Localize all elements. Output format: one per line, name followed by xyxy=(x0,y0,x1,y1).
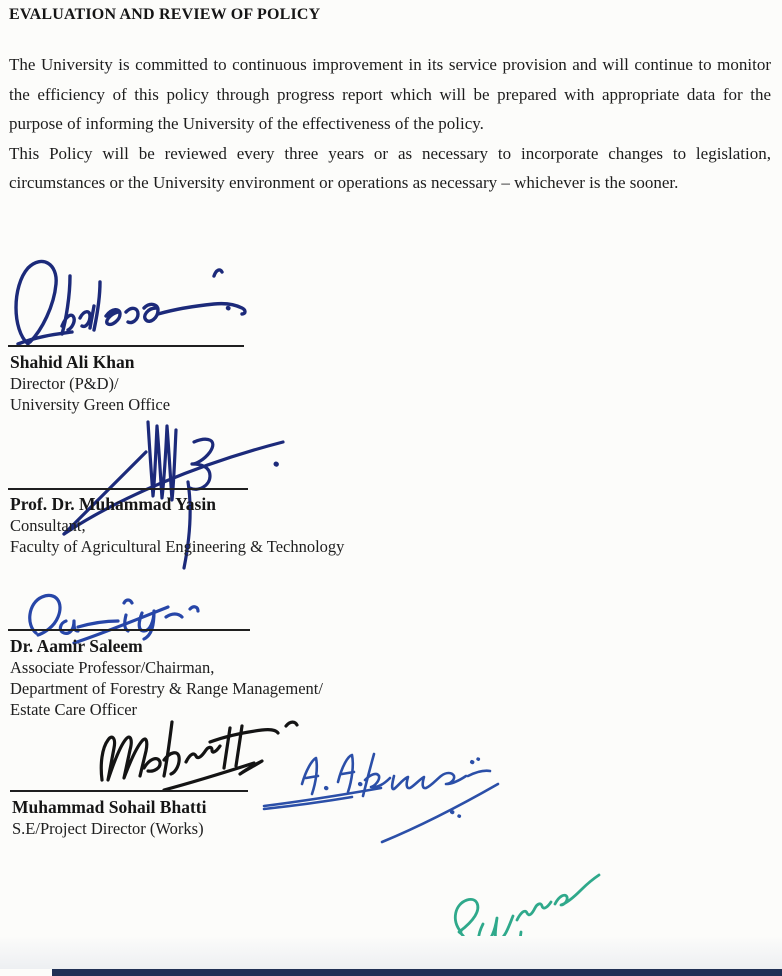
signatory-name: Prof. Dr. Muhammad Yasin xyxy=(10,494,216,514)
signatory-title: S.E/Project Director (Works) xyxy=(12,819,204,838)
signatory-title: Department of Forestry & Range Management/ xyxy=(10,679,323,698)
signatory-name: Muhammad Sohail Bhatti xyxy=(12,797,207,817)
signature-shahid-ali-khan-icon xyxy=(8,256,258,350)
signatory-title: Estate Care Officer xyxy=(10,700,138,719)
signatory-name: Shahid Ali Khan xyxy=(10,352,135,372)
signatory-title: Director (P&D)/ xyxy=(10,374,119,393)
signatory-block-1 xyxy=(10,351,170,415)
signatory-name: Dr. Aamir Saleem xyxy=(10,636,143,656)
signature-rule xyxy=(10,790,248,792)
signatory-title: University Green Office xyxy=(10,395,171,414)
page-edge-shadow xyxy=(0,936,782,969)
policy-paragraph-1: The University is committed to continuous improvement in its service provision and will continue to monitor the efficiency of this policy through progress report which will be prepared with appropriate data for the purpose of informing the University of the effectiveness of the policy. xyxy=(9,55,771,134)
policy-paragraph-2: This Policy will be reviewed every three years or as necessary to incorporate changes to legislation, circumstances or the University environment or operations as necessary – whichever is the sooner. xyxy=(9,143,771,193)
footer-bar xyxy=(52,969,782,976)
blue-ink-signature-icon xyxy=(256,746,520,852)
policy-body-text xyxy=(9,6,771,198)
signatory-title: Faculty of Agricultural Engineering & Technology xyxy=(10,537,345,556)
page-title: EVALUATION AND REVIEW OF POLICY xyxy=(9,6,321,23)
signatory-block-4 xyxy=(12,796,206,839)
signatory-block-2 xyxy=(10,493,344,557)
signature-rule xyxy=(8,345,244,347)
signatory-title: Consultant, xyxy=(10,516,86,535)
signature-rule xyxy=(8,488,248,490)
signatory-title: Associate Professor/Chairman, xyxy=(10,658,215,677)
signature-rule xyxy=(8,629,250,631)
